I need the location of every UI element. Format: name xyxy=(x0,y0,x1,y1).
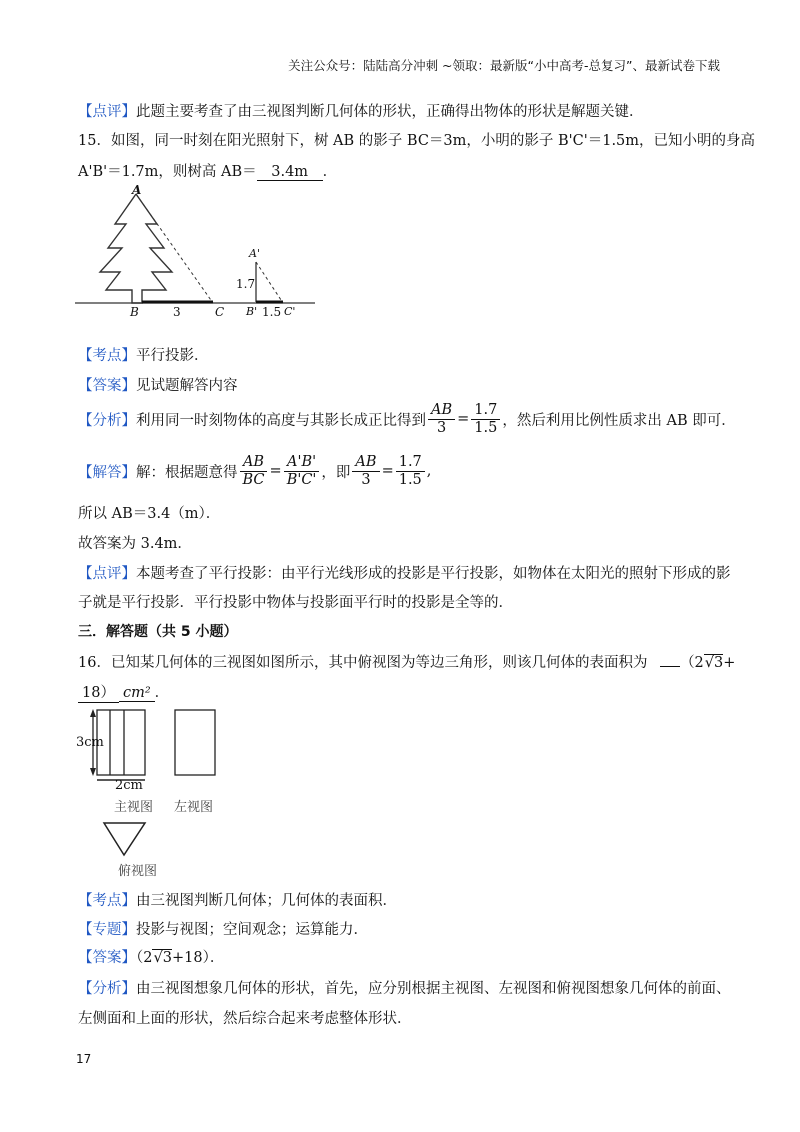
label-len-1-7: 1.7 xyxy=(236,277,256,291)
q16-fenxi-text1: 由三视图想象几何体的形状，首先，应分别根据主视图、左视图和俯视图想象几何体的前面、 xyxy=(136,981,731,997)
page-number: 17 xyxy=(76,1052,92,1066)
q16-fenxi-2: 左侧面和上面的形状，然后综合起来考虑整体形状． xyxy=(78,1011,412,1027)
review-14 xyxy=(78,100,644,121)
q16-zhuanti xyxy=(78,918,368,939)
q15-jieda: 【解答】 解：根据题意得 $\frac{AB}{BC}$ = $\frac{A'B'}{B'C'}$ ，即 $\frac{AB}{3}$ = $\frac{1.7}{1.5}$ , xyxy=(78,453,432,488)
q15-daan xyxy=(78,374,238,395)
caption-front-view: 主视图 xyxy=(114,800,154,815)
kaodian-text: 平行投影． xyxy=(136,348,209,364)
q15-line2-pre: A'B'＝1.7m，则树高 AB＝ xyxy=(78,164,257,180)
q16-daan xyxy=(78,946,224,967)
daan-text: 见试题解答内容 xyxy=(136,378,238,394)
q15-dianping xyxy=(78,562,731,583)
frac-ab-bc: $\frac{AB}{BC}$ xyxy=(240,454,268,489)
q16-fenxi xyxy=(78,977,731,998)
q16-line2 xyxy=(78,681,169,703)
jieda-tag: 【解答】 xyxy=(78,464,136,481)
kaodian-tag: 【考点】 xyxy=(78,348,136,364)
label-C: C xyxy=(215,305,225,319)
q15-line2-post: ． xyxy=(322,164,338,180)
q15-answer: 3.4m xyxy=(257,164,323,181)
q16-kaodian-text: 由三视图判断几何体；几何体的表面积． xyxy=(136,893,397,909)
label-A-prime: A' xyxy=(249,247,260,260)
section-title: 三．解答题（共 5 小题） xyxy=(78,624,238,640)
q16-period: ． xyxy=(154,685,170,701)
q16-line1 xyxy=(78,651,735,672)
caption-top-view: 俯视图 xyxy=(118,864,158,879)
q16-kaodian xyxy=(78,889,397,910)
frac-17-15b: $\frac{1.7}{1.5}$ xyxy=(396,454,425,489)
q15-line2 xyxy=(78,160,337,181)
q15-dianping-2: 子就是平行投影．平行投影中物体与投影面平行时的投影是全等的． xyxy=(78,595,513,611)
fenxi-tag: 【分析】 xyxy=(78,412,136,429)
q16-fenxi-tag: 【分析】 xyxy=(78,981,136,997)
dim-3cm: 3cm xyxy=(76,735,104,750)
three-views-figure xyxy=(72,705,252,870)
q16-daan-tag: 【答案】 xyxy=(78,950,136,966)
fenxi-pre: 利用同一时刻物体的高度与其影长成正比得到 xyxy=(136,412,426,429)
q16-ans-a: （2 xyxy=(680,655,704,671)
jieda-mid: ，即 xyxy=(321,464,351,481)
q15-suoyi: 所以 AB＝3.4（m）． xyxy=(78,506,221,522)
q15-line1: 15．如图，同一时刻在阳光照射下，树 AB 的影子 BC＝3m，小明的影子 B'C'＝1.5m，已知小明的身高 xyxy=(78,133,756,149)
frac-17-15: $\frac{1.7}{1.5}$ xyxy=(471,402,500,437)
q16-ans-sqrt: √3 xyxy=(704,655,724,671)
q16-daan-a: （2 xyxy=(136,950,153,966)
dim-2cm: 2cm xyxy=(115,778,143,793)
label-B: B xyxy=(130,305,139,319)
frac-apbp-bpcp: $\frac{A'B'}{B'C'}$ xyxy=(284,454,320,489)
dianping-tag: 【点评】 xyxy=(78,566,136,582)
q15-kaodian xyxy=(78,344,209,365)
label-C-prime: C' xyxy=(284,305,296,318)
q16-text: 16．已知某几何体的三视图如图所示，其中俯视图为等边三角形，则该几何体的表面积为 xyxy=(78,655,648,671)
q16-ans-c: 18） xyxy=(78,681,119,703)
jieda-pre: 解：根据题意得 xyxy=(136,464,238,481)
label-A: A xyxy=(132,183,142,197)
label-len-1-5: 1.5 xyxy=(262,305,282,319)
q16-zhuanti-text: 投影与视图；空间观念；运算能力． xyxy=(136,922,368,938)
daan-tag: 【答案】 xyxy=(78,378,136,394)
q16-daan-b: +18）． xyxy=(171,950,225,966)
q15-guda: 故答案为 3.4m． xyxy=(78,536,192,552)
page-header: 关注公众号：陆陆高分冲刺 ~领取：最新版“小中高考-总复习”、最新试卷下载 xyxy=(288,58,720,73)
q15-fenxi: 【分析】 利用同一时刻物体的高度与其影长成正比得到 $\frac{AB}{3}$ = $\frac{1.7}{1.5}$ ，然后利用比例性质求出 AB 即可． xyxy=(78,401,736,436)
fenxi-post: ，然后利用比例性质求出 AB 即可． xyxy=(502,412,736,429)
q16-zhuanti-tag: 【专题】 xyxy=(78,922,136,938)
q16-daan-sqrt: √3 xyxy=(153,950,172,966)
frac-ab-3b: $\frac{AB}{3}$ xyxy=(352,454,379,489)
label-len-3: 3 xyxy=(173,305,181,319)
q16-unit: cm² xyxy=(119,685,155,702)
q15-tree-figure xyxy=(70,180,320,325)
q16-kaodian-tag: 【考点】 xyxy=(78,893,136,909)
review-tag: 【点评】 xyxy=(78,104,136,120)
q16-ans-b: + xyxy=(723,655,736,671)
dianping-text1: 本题考查了平行投影：由平行光线形成的投影是平行投影，如物体在太阳光的照射下形成的影 xyxy=(136,566,731,582)
review-text: 此题主要考查了由三视图判断几何体的形状，正确得出物体的形状是解题关键． xyxy=(136,104,644,120)
caption-left-view: 左视图 xyxy=(174,800,214,815)
frac-ab-3: $\frac{AB}{3}$ xyxy=(428,402,455,437)
label-B-prime: B' xyxy=(246,305,258,318)
